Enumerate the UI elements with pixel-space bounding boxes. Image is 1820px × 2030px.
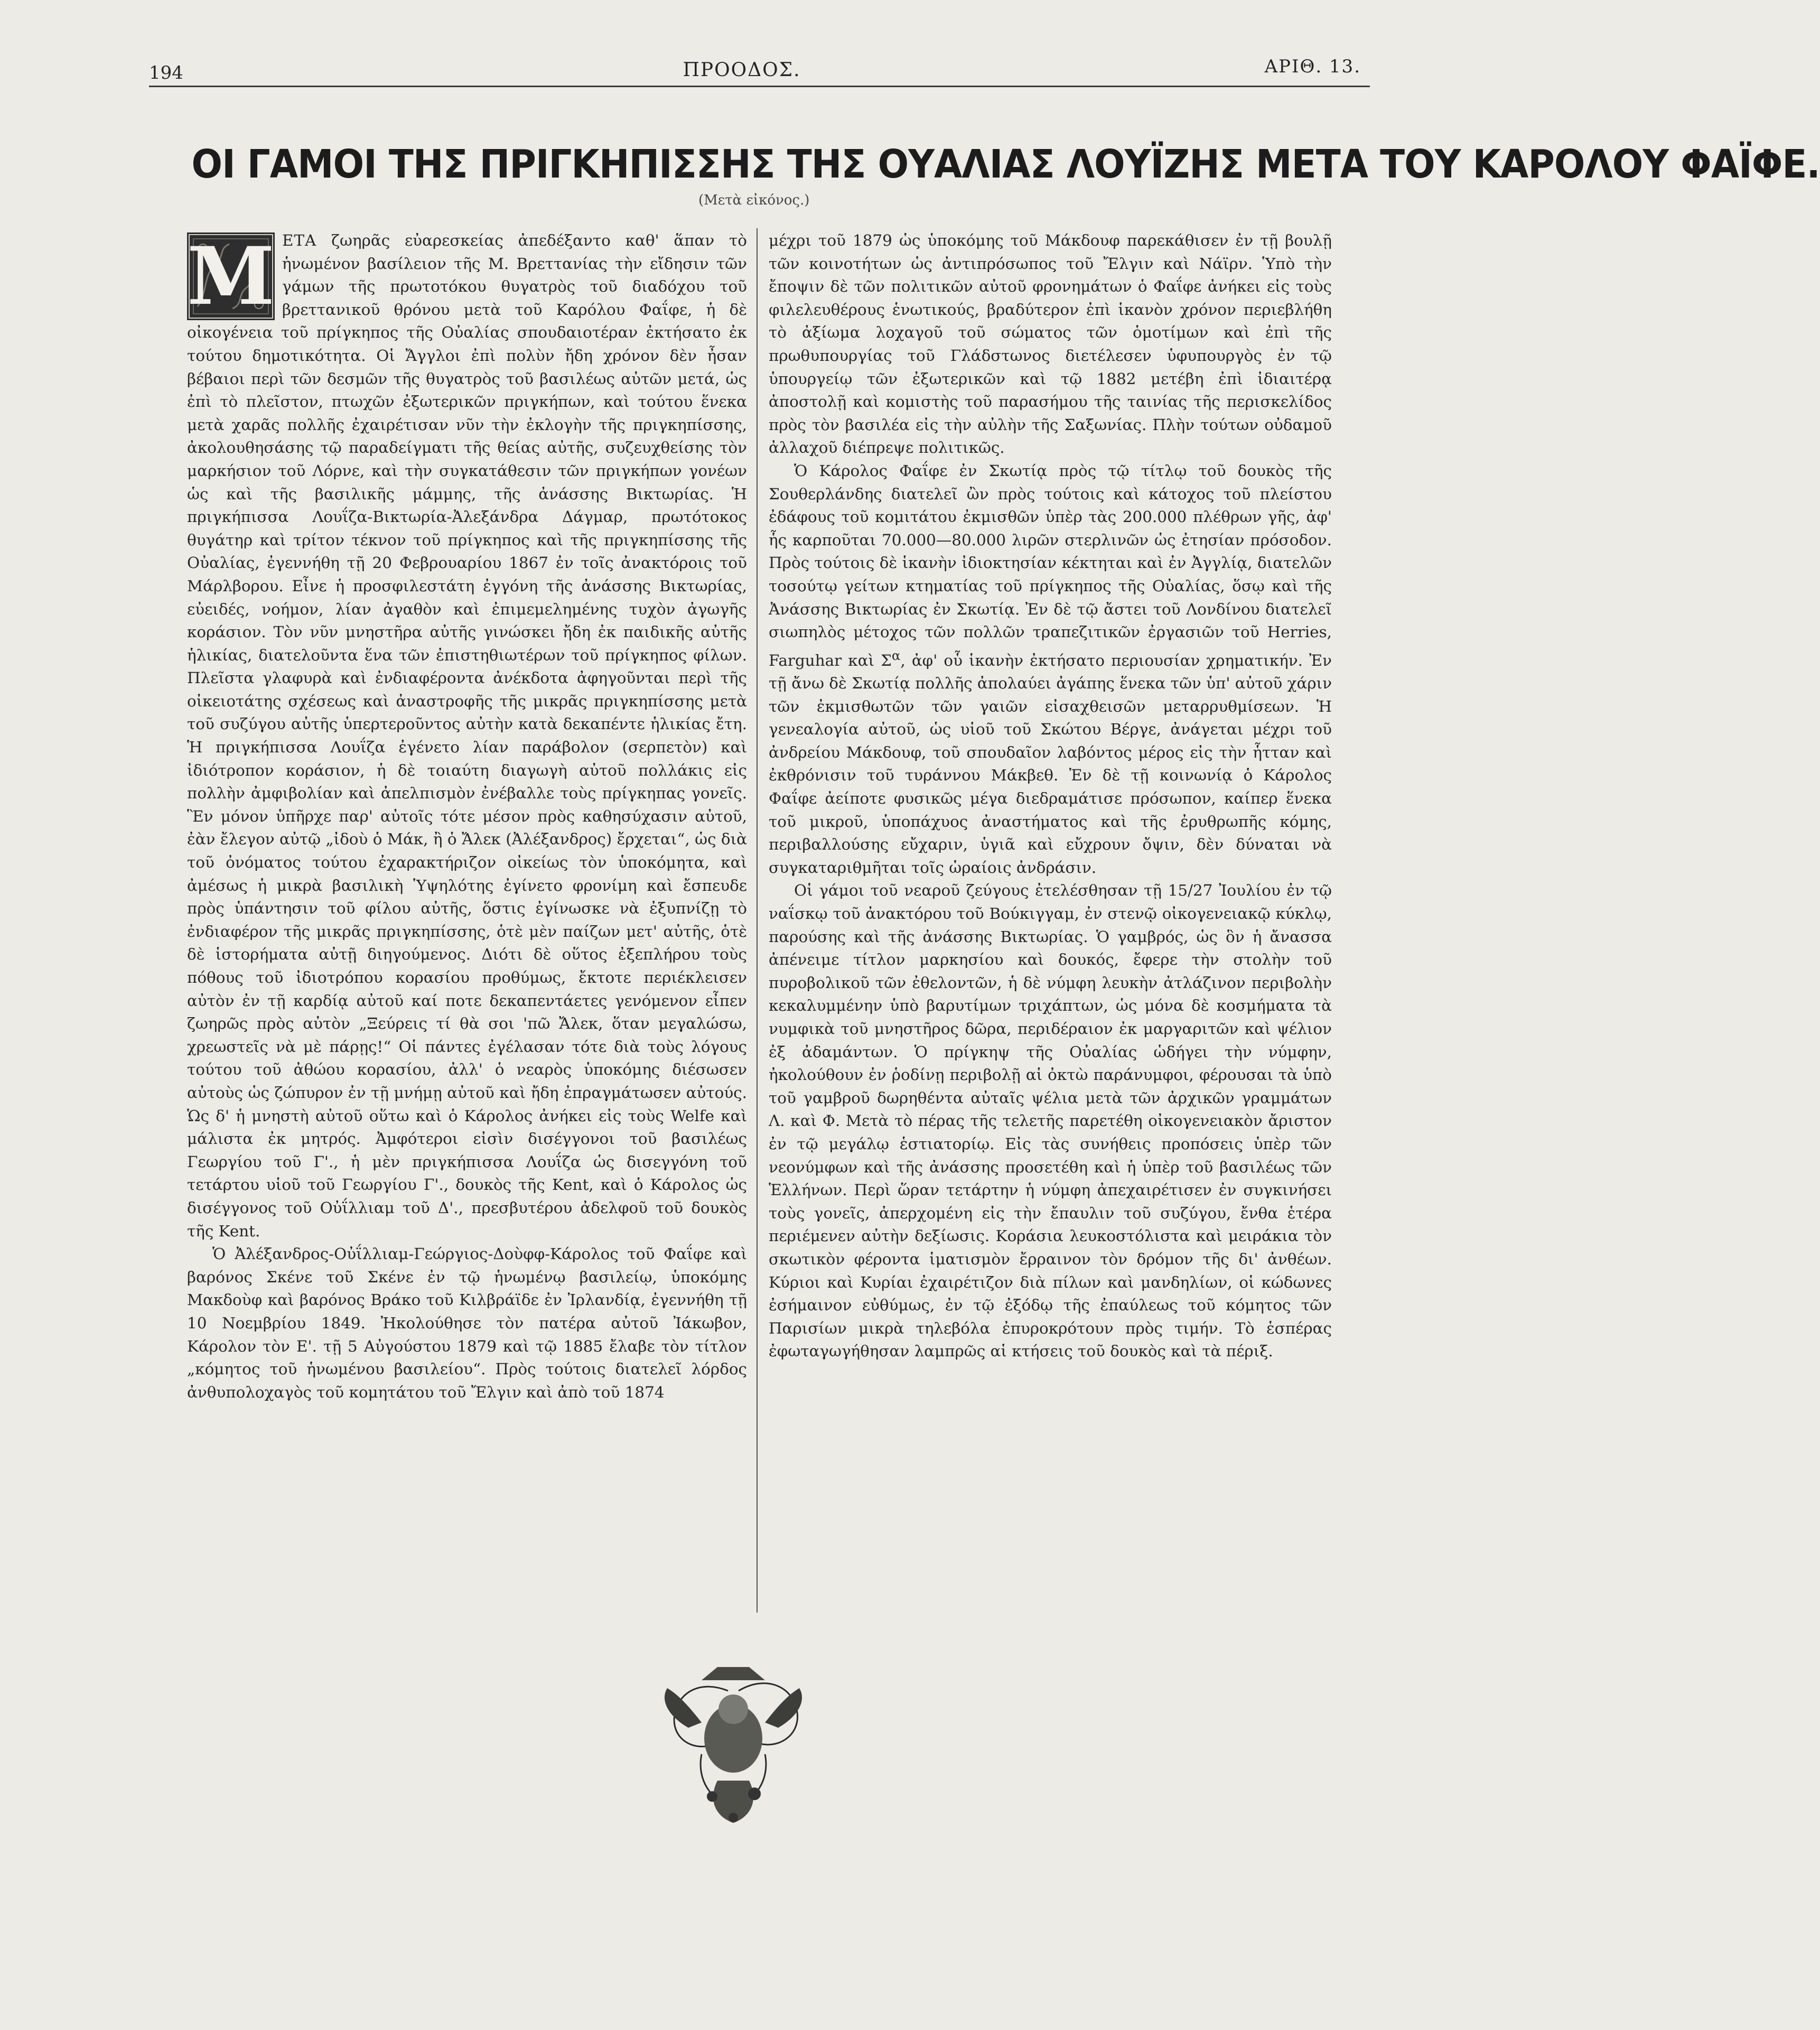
paragraph: [187, 229, 747, 1243]
paragraph: Ὁ Ἀλέξανδρος-Οὐΐλλιαμ-Γεώργιος-Δοὺφφ-Κάρολος τοῦ Φαΐφε καὶ βαρόνος Σκένε τοῦ Σκένε ἐν τῷ ἡνωμένῳ βασιλείῳ, ὑποκόμης Μακδοὺφ καὶ βαρόνος Βράκο τοῦ Κιλβράϊδε ἐν Ἰρλανδίᾳ, ἐγεννήθη τῇ 10 Νοεμβρίου 1849. Ἠκολούθησε τὸν πατέρα αὐτοῦ Ἰάκωβον, Κάρολον τὸν Ε'. τῇ 5 Αὐγούστου 1879 καὶ τῷ 1885 ἔλαβε τὸν τίτλον „κόμητος τοῦ ἡνωμένου βασιλείου“. Πρὸς τούτοις διατελεῖ λόρδος ἀνθυπολοχαγὸς τοῦ κομητάτου τοῦ Ἔλγιν καὶ ἀπὸ τοῦ 1874: [187, 1245, 747, 1401]
column-divider: [757, 228, 758, 1613]
periodical-title: ΠΡΟΟΔΟΣ.: [683, 59, 801, 81]
drop-cap-letter: M: [186, 230, 275, 323]
issue-number: ΑΡΙΘ. 13.: [1264, 56, 1361, 77]
page-header: [0, 0, 1483, 106]
lead-capitals: ΕΤΑ: [282, 231, 317, 249]
right-column: [769, 229, 1332, 1608]
drop-cap-ornament-icon: [186, 230, 275, 323]
header-rule: [149, 86, 1370, 87]
paragraph-text: ζωηρᾶς εὐαρεσκείας ἀπεδέξαντο καθ' ἅπαν τὸ ἡνωμένον βασίλειον τῆς Μ. Βρεττανίας τὴν εἴδησιν τῶν γάμων τῆς πρωτοτόκου θυγατρὸς τοῦ διαδόχου τοῦ βρεττανικοῦ θρόνου μετὰ τοῦ Καρόλου Φαΐφε, ἡ δὲ οἰκογένεια τοῦ πρίγκηπος τῆς Οὐαλίας σπουδαιοτέραν ἐκτήσατο ἐκ τούτου δημοτικότητα. Οἱ Ἄγγλοι ἐπὶ πολὺν ἤδη χρόνον δὲν ἦσαν βέβαιοι περὶ τῶν δεσμῶν τῆς θυγατρὸς τοῦ βασιλέως αὐτῶν μετά, ὡς ἐπὶ τὸ πλεῖστον, πτωχῶν ἐξωτερικῶν πριγκήπων, καὶ τούτου ἕνεκα μετὰ χαρᾶς πολλῆς ἐχαιρέτισαν νῦν τὴν ἐκλογὴν τῆς πριγκηπίσσης, ἀκολουθησάσης τῷ παραδείγματι τῆς θείας αὐτῆς, συζευχθείσης τὸν μαρκήσιον τοῦ Λόρνε, καὶ τὴν συγκατάθεσιν τῶν πριγκήπων γονέων ὡς καὶ τῆς βασιλικῆς μάμμης, τῆς ἀνάσσης Βικτωρίας. Ἡ πριγκήπισσα Λουΐζα-Βικτωρία-Ἀλεξάνδρα Δάγμαρ, πρωτότοκος θυγάτηρ καὶ τρίτον τέκνον τοῦ πρίγκηπος καὶ τῆς πριγκηπίσσης τῆς Οὐαλίας, ἐγεννήθη τῇ 20 Φεβρουαρίου 1867 ἐν τοῖς ἀνακτόροις τοῦ Μάρλβορου. Εἶνε ἡ προσφιλεστάτη ἐγγόνη τῆς ἀνάσσης Βικτωρίας, εὐειδές, νοήμον, λίαν ἀγαθὸν καὶ ἐπιμεμελημένης τυχὸν ἀγωγῆς κοράσιον. Τὸν νῦν μνηστῆρα αὐτῆς γινώσκει ἤδη ἐκ παιδικῆς αὐτῆς ἡλικίας, διατελοῦντα ἕνα τῶν ἐπιστηθιωτέρων τοῦ πρίγκηπος φίλων. Πλεῖστα γλαφυρὰ καὶ ἐνδιαφέροντα ἀνέκδοτα ἀφηγοῦνται περὶ τῆς οἰκειοτάτης σχέσεως καὶ ἀναστροφῆς τῆς μικρᾶς πριγκηπίσσης μετὰ τοῦ συζύγου αὐτῆς ὑπερτεροῦντος αὐτὴν κατὰ δεκαπέντε ἡλικίας ἔτη. Ἡ πριγκήπισσα Λουΐζα ἐγένετο λίαν παράβολον (σερπετὸν) καὶ ἰδιότροπον κοράσιον, ἡ δὲ τοιαύτη διαγωγὴ αὐτοῦ πολλάκις εἰς πολλὴν ἀμφιβολίαν καὶ ἀπελπισμὸν ἐνέβαλλε τοὺς πρίγκηπας γονεῖς. Ἓν μόνον ὑπῆρχε παρ' αὐτοῖς τότε μέσον πρὸς καθησύχασιν αὐτοῦ, ἐὰν ἔλεγον αὐτῷ „ἰδοὺ ὁ Μάκ, ἢ ὁ Ἄλεκ (Ἀλέξανδρος) ἔρχεται“, ὡς διὰ τοῦ ὀνόματος τούτου ἐχαρακτήριζον οἰκείως τὸν ὑποκόμητα, καὶ ἀμέσως ἡ μικρὰ βασιλικὴ Ὑψηλότης ἐγίνετο φρονίμη καὶ ἔσπευδε πρὸς ὑπάντησιν τοῦ φίλου αὐτῆς, ὅστις ἐγίνωσκε νὰ ἐξυπνίζῃ τὸ ἐνδιαφέρον τῆς μικρᾶς πριγκηπίσσης, ὁτὲ μὲν παίζων μετ' αὐτῆς, ὁτὲ δὲ ἱστορήματα αὐτῇ διηγούμενος. Διότι δὲ οὕτος ἐξεπλήρου τοὺς πόθους τοῦ ἰδιοτρόπου κορασίου προθύμως, ἔκτοτε περιέκλεισεν αὐτὸν ἐν τῇ καρδίᾳ αὐτοῦ καί ποτε δεκαπεντάετες γενόμενον εἶπεν ζωηρῶς πρὸς αὐτὸν „Ξεύρεις τί θὰ σοι 'πῶ Ἄλεκ, ὅταν μεγαλώσω, χρεωστεῖς νὰ μὲ πάρῃς!“ Οἱ πάντες ἐγέλασαν τότε διὰ τοὺς λόγους τούτου τοῦ ἀθώου κορασίου, ἀλλ' ὁ νεαρὸς ὑποκόμης διέσωσεν αὐτοὺς ὡς ζώπυρον ἐν τῇ μνήμῃ αὐτοῦ καὶ ἤδη ἐπραγμάτωσεν αὐτούς. Ὡς δ' ἡ μνηστὴ αὐτοῦ οὕτω καὶ ὁ Κάρολος ἀνήκει εἰς τοὺς Welfe καὶ μάλιστα ἐκ μητρός. Ἀμφότεροι εἰσὶν δισέγγονοι τοῦ βασιλέως Γεωργίου τοῦ Γ'., ἡ μὲν πριγκήπισσα Λουΐζα ὡς δισεγγόνη τοῦ τετάρτου υἱοῦ τοῦ Γεωργίου Γ'., δουκὸς τῆς Kent, καὶ ὁ Κάρολος ὡς δισέγγονος τοῦ Οὐΐλλιαμ τοῦ Δ'., πρεσβυτέρου ἀδελφοῦ τοῦ δουκὸς τῆς Kent.: [187, 231, 747, 1240]
paragraph: Οἱ γάμοι τοῦ νεαροῦ ζεύγους ἐτελέσθησαν τῇ 15/27 Ἰουλίου ἐν τῷ ναΐσκῳ τοῦ ἀνακτόρου τοῦ Βούκιγγαμ, ἐν στενῷ οἰκογενειακῷ κύκλῳ, παρούσης καὶ τῆς ἀνάσσης Βικτωρίας. Ὁ γαμβρός, ὡς ὃν ἡ ἄνασσα ἀπένειμε τίτλον μαρκησίου καὶ δουκός, ἔφερε τὴν στολὴν τοῦ πυροβολικοῦ τῶν ἐθελοντῶν, ἡ δὲ νύμφη λευκὴν ἀτλάζινον περιβολὴν κεκαλυμμένην ὑπὸ βαρυτίμων τριχάπτων, ὡς μόνα δὲ κοσμήματα τὰ νυμφικὰ τοῦ μνηστῆρος δῶρα, περιδέραιον ἐκ μαργαριτῶν καὶ ψέλιον ἐξ ἀδαμάντων. Ὁ πρίγκηψ τῆς Οὐαλίας ὡδήγει τὴν νύμφην, ἠκολούθουν ἐν ῥοδίνῃ περιβολῇ αἱ ὀκτὼ παράνυμφοι, φέρουσαι τὰ ὑπὸ τοῦ γαμβροῦ δωρηθέντα αὐταῖς ψέλια μετὰ τῶν ἀρχικῶν γραμμάτων Λ. καὶ Φ. Μετὰ τὸ πέρας τῆς τελετῆς παρετέθη οἰκογενειακὸν ἄριστον ἐν τῷ μεγάλῳ ἑστιατορίῳ. Εἰς τὰς συνήθεις προπόσεις ὑπὲρ τῶν νεονύμφων καὶ τῆς ἀνάσσης προσετέθη καὶ ἡ ὑπὲρ τοῦ βασιλέως τῶν Ἑλλήνων. Περὶ ὥραν τετάρτην ἡ νύμφη ἀπεχαιρέτισεν ἐν συγκινήσει τοὺς γονεῖς, ἀπερχομένη εἰς τὴν ἔπαυλιν τοῦ συζύγου, ἔνθα ἑτέρα περιέμενεν αὐτὴν δεξίωσις. Κοράσια λευκοστόλιστα καὶ μειράκια τὸν σκωτικὸν φέροντα ἱματισμὸν ἔρραινον τὸν δρόμον τῆς δι' ἀνθέων. Κύριοι καὶ Κυρίαι ἐχαιρέτιζον διὰ πίλων καὶ μανδηλίων, οἱ κώδωνες ἐσήμαινον εὐθύμως, ἐν τῷ ἐξόδῳ τῆς ἐπαύλεως τοῦ κόμητος τῶν Παρισίων μικρὰ τηλεβόλα ἐπυροκρότουν πρὸς τιμήν. Τὸ ἑσπέρας ἐφωταγωγήθησαν λαμπρῶς αἱ κτήσεις τοῦ δουκὸς καὶ τὰ πέριξ.: [769, 881, 1332, 1361]
left-column: [187, 229, 747, 1608]
article-subtitle: (Μετὰ εἰκόνος.): [698, 192, 810, 208]
paragraph: Ὁ Κάρολος Φαΐφε ἐν Σκωτίᾳ πρὸς τῷ τίτλῳ τοῦ δουκὸς τῆς Σουθερλάνδης διατελεῖ ὢν πρὸς τούτοις καὶ κάτοχος τοῦ πλείστου ἐδάφους τοῦ κομιτάτου ἐκμισθῶν ὑπὲρ τὰς 200.000 πλέθρων γῆς, ἀφ' ἧς καρποῦται 70.000—80.000 λιρῶν στερλινῶν ὡς ἐτησίαν πρόσοδον. Πρὸς τούτοις δὲ ἱκανὴν ἰδιοκτησίαν κέκτηται καὶ ἐν Ἀγγλίᾳ, διατελῶν τοσούτῳ γείτων κτηματίας τοῦ πρίγκηπος τῆς Οὐαλίας, ὅσῳ καὶ τῆς Ἀνάσσης Βικτωρίας ἐν Σκωτίᾳ. Ἐν δὲ τῷ ἄστει τοῦ Λονδίνου διατελεῖ σιωπηλὸς μέτοχος τῶν πολλῶν τραπεζιτικῶν ἐργασιῶν τοῦ Herries, Farguhar καὶ $\Sigma^\alpha$, ἀφ' οὗ ἱκανὴν ἐκτήσατο περιουσίαν χρηματικήν. Ἐν τῇ ἄνω δὲ Σκωτίᾳ πολλῆς ἀπολαύει ἀγάπης ἕνεκα τῶν ὑπ' αὐτοῦ χάριν τῶν ἐκμισθωτῶν τῶν γαιῶν εἰσαχθεισῶν μεταρρυθμίσεων. Ἡ γενεαλογία αὐτοῦ, ὡς υἱοῦ τοῦ Σκώτου Βέργε, ἀνάγεται μέχρι τοῦ ἀνδρείου Μάκδουφ, τοῦ σπουδαῖον λαβόντος μέρος εἰς τὴν ἧτταν καὶ ἐκθρόνισιν τοῦ τυράννου Μάκβεθ. Ἐν δὲ τῇ κοινωνίᾳ ὁ Κάρολος Φαΐφε ἀείποτε φυσικῶς μέγα διεδραμάτισε πρόσωπον, καίπερ ἕνεκα τοῦ μικροῦ, ὑποπάχυος ἀναστήματος καὶ τῆς ἐρυθρωπῆς κόμης, περιβαλλούσης εὔχαριν, ὑγιᾶ καὶ εὔχρουν ὄψιν, δὲν δύναται νὰ συγκαταριθμῆται τοῖς ὡραίοις ἀνδράσιν.: [769, 461, 1332, 877]
paragraph: μέχρι τοῦ 1879 ὡς ὑποκόμης τοῦ Μάκδουφ παρεκάθισεν ἐν τῇ βουλῇ τῶν κοινοτήτων ὡς ἀντιπρόσωπος τοῦ Ἔλγιν καὶ Νάϊρν. Ὑπὸ τὴν ἔποψιν δὲ τῶν πολιτικῶν αὐτοῦ φρονημάτων ὁ Φαΐφε ἀνήκει εἰς τοὺς φιλελευθέρους ἑνωτικούς, βραδύτερον ἐπὶ ἱκανὸν χρόνον περιεβλήθη τὸ ἀξίωμα λοχαγοῦ τοῦ σώματος τῶν ὁμοτίμων καὶ ἐπὶ τῆς πρωθυπουργίας τοῦ Γλάδστωνος διετέλεσεν ὑφυπουργὸς ἐν τῷ ὑπουργείῳ τῶν ἐξωτερικῶν καὶ τῷ 1882 μετέβη ἐπὶ ἰδιαιτέρᾳ ἀποστολῇ καὶ κομιστὴς τοῦ παρασήμου τῆς ταινίας τῆς περισκελίδος πρὸς τὸν βασιλέα εἰς τὴν αὐλὴν τῆς Σαξωνίας. Πλὴν τούτων οὐδαμοῦ ἀλλαχοῦ διέπρεψε πολιτικῶς.: [769, 231, 1332, 457]
cherub-flower-basket-icon: [638, 1659, 828, 1833]
page-number: 194: [149, 62, 183, 83]
article-headline: ΟΙ ΓΑΜΟΙ ΤΗΣ ΠΡΙΓΚΗΠΙΣΣΗΣ ΤΗΣ ΟΥΑΛΙΑΣ ΛΟΥΪΖΗΣ ΜΕΤΑ ΤΟΥ ΚΑΡΟΛΟΥ ΦΑΪΦΕ.: [191, 142, 1820, 187]
